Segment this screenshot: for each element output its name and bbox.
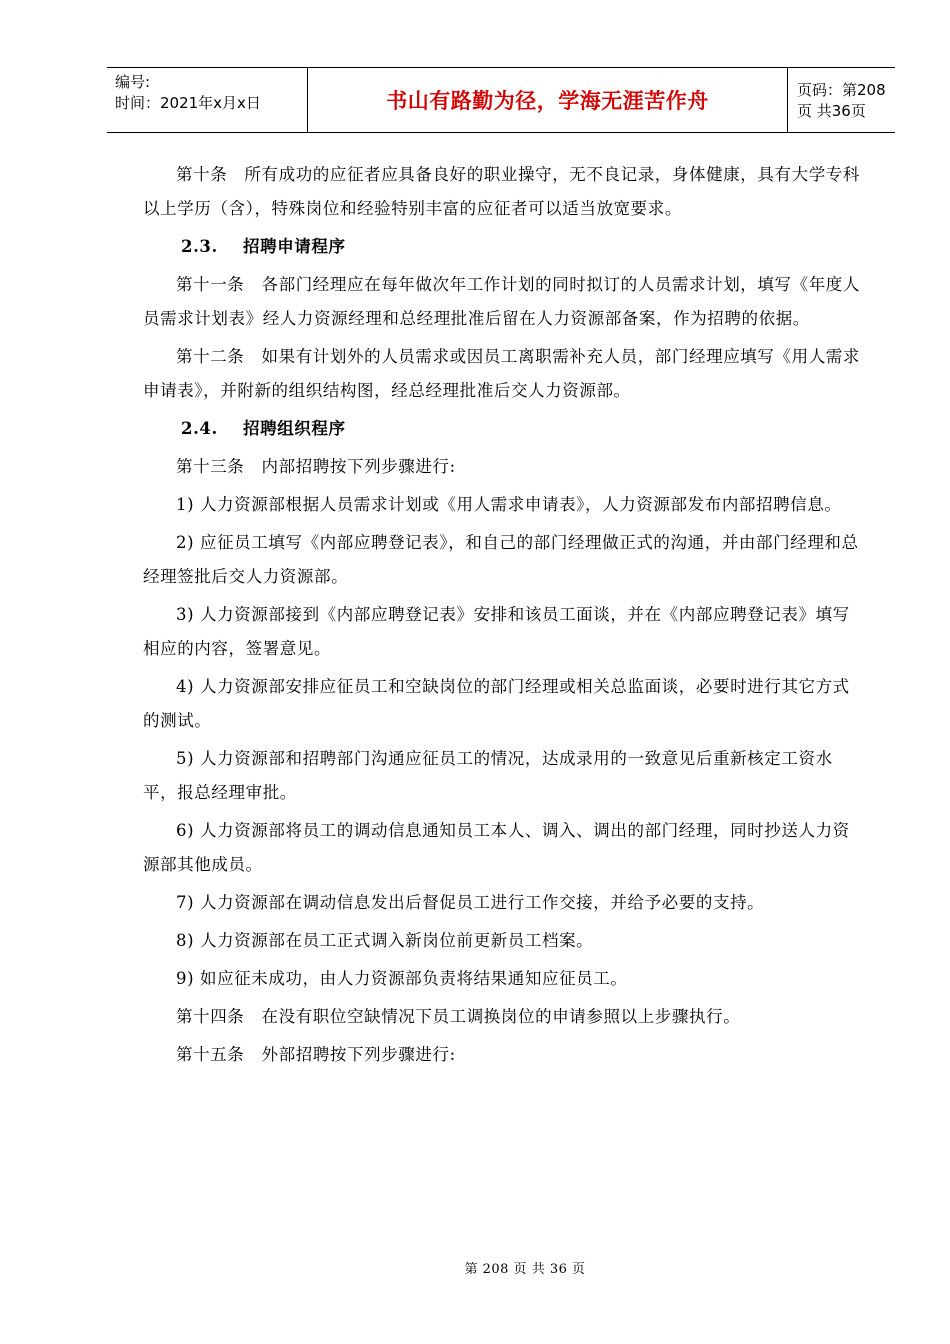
- list-item: 6) 人力资源部将员工的调动信息通知员工本人、调入、调出的部门经理，同时抄送人力资源部其他成员。: [143, 821, 850, 874]
- section-title: 招聘申请程序: [243, 237, 346, 256]
- page-footer: 第 208 页 共 36 页: [464, 1262, 586, 1277]
- article-14: 第十四条 在没有职位空缺情况下员工调换岗位的申请参照以上步骤执行。: [176, 1007, 741, 1026]
- list-item: 4) 人力资源部安排应征员工和空缺岗位的部门经理或相关总监面谈，必要时进行其它方式的测试。: [143, 677, 850, 730]
- number-label: 编号:: [115, 73, 151, 91]
- list-item: 3) 人力资源部接到《内部应聘登记表》安排和该员工面谈，并在《内部应聘登记表》填写相应的内容，签署意见。: [143, 605, 850, 658]
- section-title: 招聘组织程序: [243, 419, 346, 438]
- article-12: 第十二条 如果有计划外的人员需求或因员工离职需补充人员，部门经理应填写《用人需求申请表》，并附新的组织结构图，经总经理批准后交人力资源部。: [143, 347, 860, 400]
- header-page-info: 页码：第208页 共36页: [797, 81, 886, 120]
- article-13: 第十三条 内部招聘按下列步骤进行:: [176, 457, 456, 476]
- header-motto: 书山有路勤为径，学海无涯苦作舟: [308, 68, 788, 132]
- article-11: 第十一条 各部门经理应在每年做次年工作计划的同时拟订的人员需求计划，填写《年度人员需求计划表》经人力资源经理和总经理批准后留在人力资源部备案，作为招聘的依据。: [143, 275, 860, 328]
- section-number: 2.4.: [181, 419, 218, 438]
- list-item: 1) 人力资源部根据人员需求计划或《用人需求申请表》，人力资源部发布内部招聘信息。: [176, 495, 842, 514]
- list-item: 9) 如应征未成功，由人力资源部负责将结果通知应征员工。: [176, 969, 628, 988]
- section-number: 2.3.: [181, 237, 218, 256]
- list-item: 8) 人力资源部在员工正式调入新岗位前更新员工档案。: [176, 931, 594, 950]
- list-item: 5) 人力资源部和招聘部门沟通应征员工的情况，达成录用的一致意见后重新核定工资水平，报总经理审批。: [143, 749, 833, 802]
- section-heading-2-4: [143, 412, 860, 446]
- article-10: 第十条 所有成功的应征者应具备良好的职业操守，无不良记录，身体健康，具有大学专科以上学历（含），特殊岗位和经验特别丰富的应征者可以适当放宽要求。: [143, 165, 860, 218]
- list-item: 2) 应征员工填写《内部应聘登记表》，和自己的部门经理做正式的沟通，并由部门经理和总经理签批后交人力资源部。: [143, 533, 859, 586]
- header-meta: [107, 68, 308, 132]
- list-item: 7) 人力资源部在调动信息发出后督促员工进行工作交接，并给予必要的支持。: [176, 893, 765, 912]
- page-header: [107, 67, 895, 133]
- document-body: [143, 158, 860, 1076]
- section-heading-2-3: [143, 230, 860, 264]
- time-label: 时间：2021年x月x日: [115, 94, 261, 112]
- article-15: 第十五条 外部招聘按下列步骤进行:: [176, 1045, 456, 1064]
